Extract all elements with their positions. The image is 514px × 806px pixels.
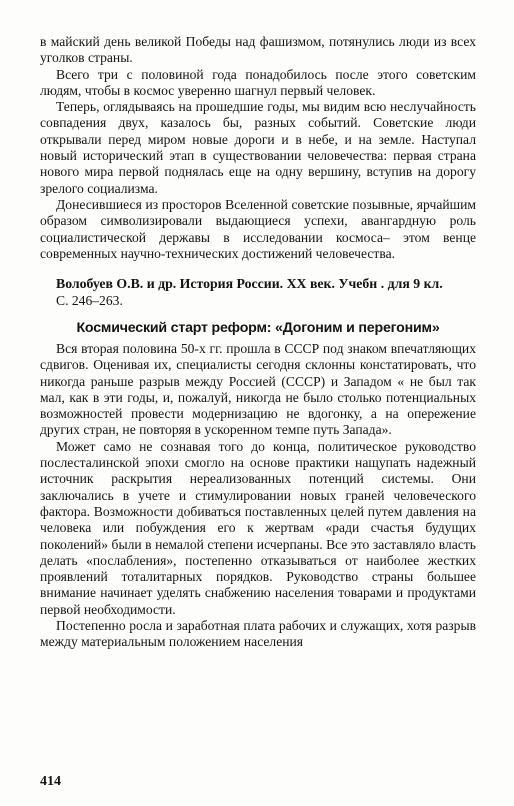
paragraph: Донесившиеся из просторов Вселенной советские позывные, ярчайшим образом символизировали выдающиеся успехи, авангардную роль социалистической державы в исследовании космоса– этом венце современных научно-технических достижений человечества.: [40, 196, 476, 261]
section-heading: Космический старт реформ: «Догоним и перегоним»: [76, 319, 440, 336]
paragraph: Теперь, оглядываясь на прошедшие годы, мы видим всю неслучайность совпадения двух, казалось бы, разных событий. Советские люди открывали перед миром новые дороги и в небе, и на земле. Наступал новый исторический этап в существовании человечества: первая страна нового мира первой поднялась еще на одну вершину, вступив на дорогу зрелого социализма.: [40, 99, 476, 196]
paragraph-continuation: в майский день великой Победы над фашизмом, потянулись люди из всех уголков страны.: [40, 34, 476, 66]
page-text-column: [40, 34, 476, 651]
page-number: 414: [40, 774, 61, 789]
source-pages: С. 246–263.: [56, 292, 123, 308]
paragraph: Вся вторая половина 50-х гг. прошла в СССР под знаком впечатляющих сдвигов. Оценивая их, специалисты сегодня склонны констатировать, что никогда раньше разрыв между Россией (СССР) и Западом « не был так мал, как в эти годы, и, пожалуй, никогда не было столько потенциальных возможностей провести модернизацию не вдогонку, а на опережение других стран, не повторяя в ускоренном темпе путь Запада».: [40, 340, 476, 438]
paragraph: Всего три с половиной года понадобилось после этого советским людям, чтобы в космос уверенно шагнул первый человек.: [40, 66, 476, 98]
source-citation: Волобуев О.В. и др. История России. XX век. Учебн . для 9 кл.: [56, 276, 443, 292]
paragraph: Может само не сознавая того до конца, политическое руководство послесталинской эпохи смогло на основе практики нащупать надежный источник раскрытия нереализованных потенций системы. Они заключались в учете и стимулировании новых граней человеческого фактора. Возможности добиваться поставленных целей путем давления на человека или побуждения его к жертвам «ради счастья будущих поколений» были в немалой степени исчерпаны. Все это заставляло власть делать «послабления», постепенно отказываться от наиболее жестких проявлений тоталитарных порядков. Руководство страны большее внимание начинает уделять снабжению населения товарами и продуктами первой необходимости.: [40, 438, 476, 617]
paragraph: Постепенно росла и заработная плата рабочих и служащих, хотя разрыв между материальным положением населения: [40, 618, 476, 650]
